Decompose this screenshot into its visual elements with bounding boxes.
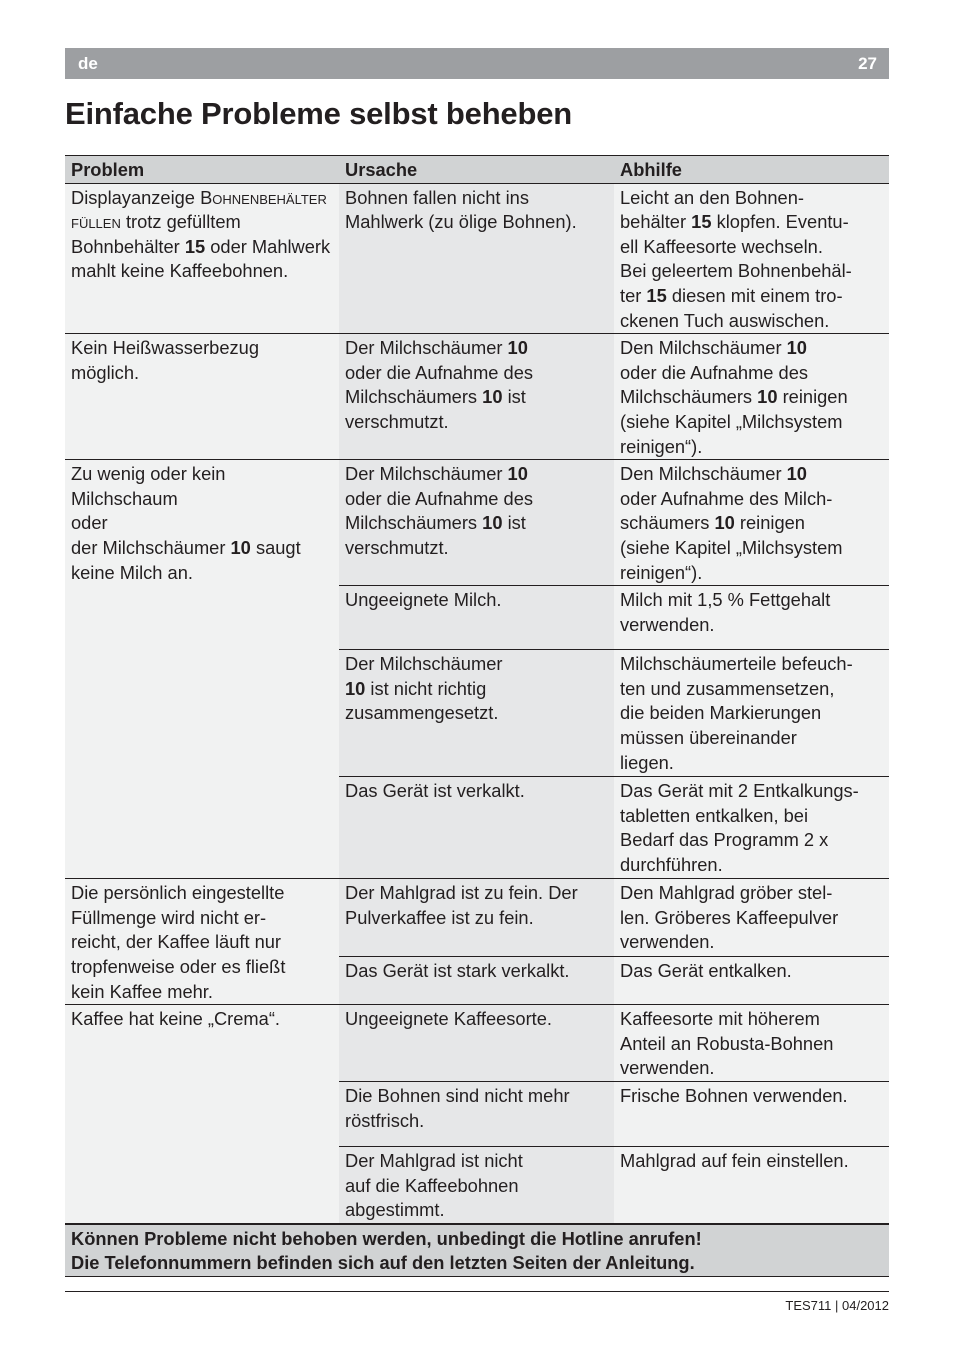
remedy-cell: Den Milchschäumer 10 oder die Aufnahme des Milchschäumers 10 reinigen (siehe Kapitel „Milchsystem reinigen“). bbox=[614, 334, 889, 460]
remedy-cell: Den Milchschäumer 10 oder Aufnahme des Milch- schäumers 10 reinigen (siehe Kapitel „Milchsystem reinigen“). bbox=[614, 460, 889, 586]
table-row bbox=[65, 1005, 889, 1082]
column-header-ursache: Ursache bbox=[339, 156, 614, 184]
remedy-cell: Milchschäumerteile befeuch- ten und zusammensetzen, die beiden Markierungen müssen übereinander liegen. bbox=[614, 650, 889, 777]
remedy-cell: Den Mahlgrad gröber stel- len. Gröberes Kaffeepulver verwenden. bbox=[614, 879, 889, 957]
hotline-note-line-1: Können Probleme nicht behoben werden, unbedingt die Hotline anrufen! bbox=[71, 1227, 702, 1249]
cause-cell: Bohnen fallen nicht ins Mahlwerk (zu ölige Bohnen). bbox=[339, 183, 614, 334]
problem-cell: Kaffee hat keine „Crema“. bbox=[65, 1005, 339, 1224]
cause-cell: Der Milchschäumer 10 oder die Aufnahme des Milchschäumers 10 ist verschmutzt. bbox=[339, 334, 614, 460]
problem-cell: Die persönlich eingestellte Füllmenge wird nicht er- reicht, der Kaffee läuft nur tropfenweise oder es fließt kein Kaffee mehr. bbox=[65, 879, 339, 1005]
document-reference: TES711 | 04/2012 bbox=[785, 1298, 889, 1313]
hotline-note-line-2: Die Telefonnummern befinden sich auf den letzten Seiten der Anleitung. bbox=[71, 1252, 695, 1274]
cause-cell: Ungeeignete Milch. bbox=[339, 586, 614, 650]
page-title: Einfache Probleme selbst beheben bbox=[65, 96, 572, 131]
table-header-row bbox=[65, 156, 889, 184]
page-number: 27 bbox=[858, 53, 877, 73]
table-body bbox=[65, 183, 889, 1224]
table-row bbox=[65, 879, 889, 957]
column-header-abhilfe: Abhilfe bbox=[614, 156, 889, 184]
table-row bbox=[65, 460, 889, 586]
footer-rule bbox=[65, 1291, 889, 1292]
remedy-cell: Kaffeesorte mit höherem Anteil an Robusta-Bohnen verwenden. bbox=[614, 1005, 889, 1082]
remedy-cell: Frische Bohnen verwenden. bbox=[614, 1081, 889, 1146]
remedy-cell: Leicht an den Bohnen- behälter 15 klopfen. Eventu- ell Kaffeesorte wechseln. Bei geleertem Bohnenbehäl- ter 15 diesen mit einem tro- ckenen Tuch auswischen. bbox=[614, 183, 889, 334]
remedy-cell: Das Gerät mit 2 Entkalkungs- tabletten entkalken, bei Bedarf das Programm 2 x durchführen. bbox=[614, 777, 889, 879]
remedy-cell: Milch mit 1,5 % Fettgehalt verwenden. bbox=[614, 586, 889, 650]
remedy-cell: Das Gerät entkalken. bbox=[614, 956, 889, 1004]
cause-cell: Der Milchschäumer 10 ist nicht richtig zusammengesetzt. bbox=[339, 650, 614, 777]
table-row bbox=[65, 183, 889, 334]
cause-cell: Die Bohnen sind nicht mehr röstfrisch. bbox=[339, 1081, 614, 1146]
footer-note-row bbox=[65, 1224, 889, 1277]
column-header-problem: Problem bbox=[65, 156, 339, 184]
troubleshooting-table bbox=[65, 155, 889, 1277]
cause-cell: Der Mahlgrad ist nicht auf die Kaffeebohnen abgestimmt. bbox=[339, 1146, 614, 1223]
problem-cell: Displayanzeige Bohnenbehälter füllen trotz gefülltem Bohnbehälter 15 oder Mahlwerk mahlt keine Kaffeebohnen. bbox=[65, 183, 339, 334]
page-header-bar bbox=[65, 48, 889, 79]
problem-cell: Zu wenig oder kein Milchschaum oder der Milchschäumer 10 saugt keine Milch an. bbox=[65, 460, 339, 879]
cause-cell: Der Mahlgrad ist zu fein. Der Pulverkaffee ist zu fein. bbox=[339, 879, 614, 957]
cause-cell: Das Gerät ist verkalkt. bbox=[339, 777, 614, 879]
table-row bbox=[65, 334, 889, 460]
language-code: de bbox=[78, 53, 98, 73]
cause-cell: Das Gerät ist stark verkalkt. bbox=[339, 956, 614, 1004]
remedy-cell: Mahlgrad auf fein einstellen. bbox=[614, 1146, 889, 1223]
cause-cell: Der Milchschäumer 10 oder die Aufnahme des Milchschäumers 10 ist verschmutzt. bbox=[339, 460, 614, 586]
problem-cell: Kein Heißwasserbezug möglich. bbox=[65, 334, 339, 460]
cause-cell: Ungeeignete Kaffeesorte. bbox=[339, 1005, 614, 1082]
hotline-note bbox=[65, 1224, 889, 1277]
